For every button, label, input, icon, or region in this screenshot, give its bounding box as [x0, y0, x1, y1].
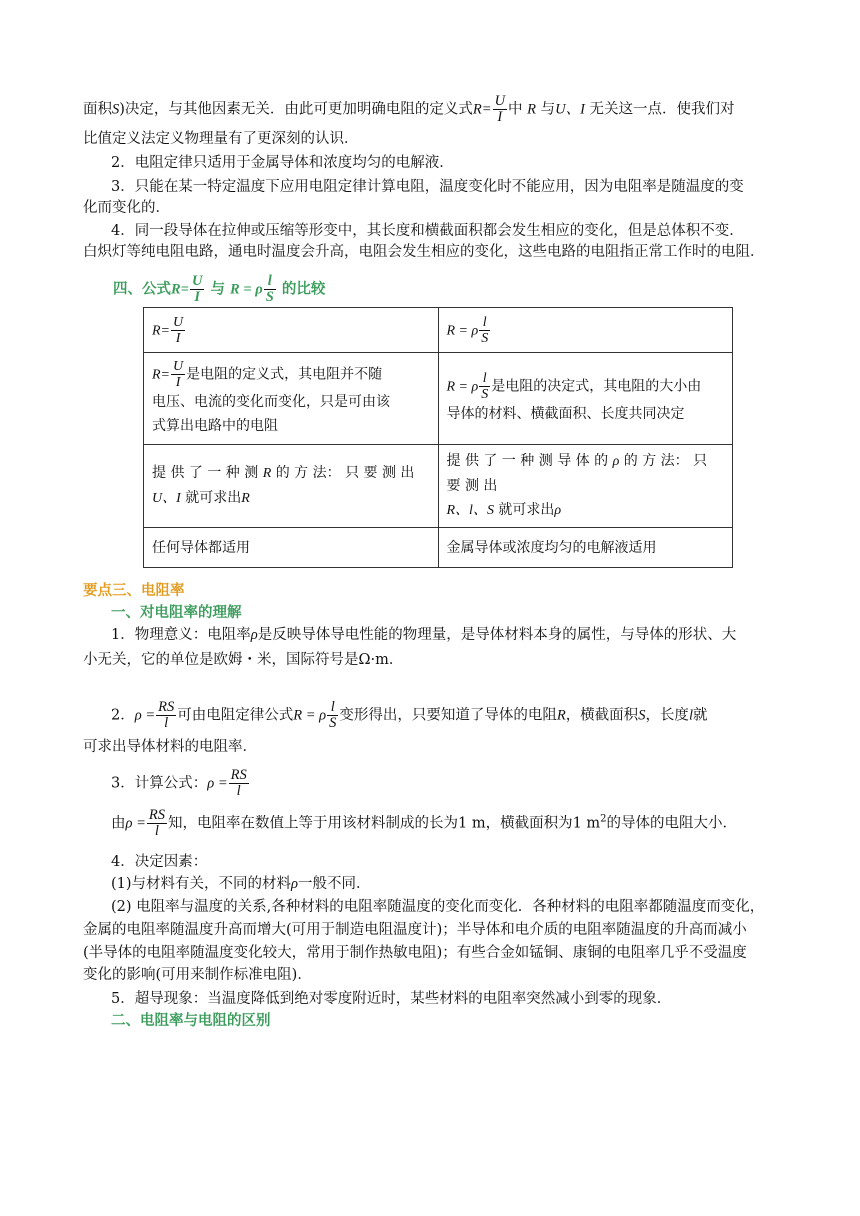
denominator: I — [175, 330, 181, 346]
item-2-formula-line — [111, 700, 707, 731]
text: 变形得出，只要知道了导体的电阻 — [339, 707, 557, 724]
formula-R: R= — [152, 367, 170, 383]
item-3-formula — [111, 768, 250, 799]
section-heading-4 — [113, 274, 325, 305]
numerator: RS — [230, 767, 247, 783]
table-row — [144, 445, 733, 528]
formula-rho: ρ = — [134, 707, 156, 724]
numerator: RS — [148, 807, 165, 823]
item-4-line-2: 白炽灯等纯电阻电路，通电时温度会升高，电阻会发生相应的变化，这些电路的电阻指正常工作时的电阻． — [83, 244, 765, 260]
text: 的 方 法： 只 要 测 出 — [275, 465, 415, 481]
text: 与 — [540, 101, 556, 118]
numerator: RS — [158, 699, 175, 715]
item-2: 2．电阻定律只适用于金属导体和浓度均匀的电解液． — [111, 155, 454, 171]
fraction-l-over-S — [479, 371, 490, 402]
formula-R-rho: R = ρ — [230, 281, 263, 298]
var-rho: ρ — [554, 503, 562, 518]
table-cell — [438, 445, 733, 528]
denominator: l — [154, 823, 159, 839]
numerator: U — [173, 359, 184, 374]
text: ，横截面积为 — [485, 815, 573, 832]
denominator: S — [481, 387, 489, 402]
text: 1．物理意义：电阻率 — [111, 627, 251, 643]
table-row — [144, 308, 733, 353]
table-cell: 金属导体或浓度均匀的电解液适用 — [438, 528, 733, 568]
text: (1)与材料有关，不同的材料 — [111, 876, 292, 892]
cell-line: 电压、电流的变化而变化，只是可由该 — [152, 394, 390, 410]
cell-line — [447, 449, 725, 498]
text: 小无关，它的单位是欧姆・米，国际符号是 — [83, 652, 359, 668]
formula-R: R= — [152, 323, 170, 338]
formula-rho: ρ = — [207, 775, 228, 792]
denominator: I — [175, 375, 181, 390]
table-row — [144, 528, 733, 568]
fraction-RS-over-l — [229, 768, 249, 799]
text: 3．计算公式： — [111, 775, 208, 792]
fraction-U-over-I — [190, 274, 204, 305]
var-rho: ρ — [291, 876, 299, 892]
item-3-line-1: 3．只能在某一特定温度下应用电阻定律计算电阻，温度变化时不能应用，因为电阻率是随温度的变 — [111, 179, 744, 195]
table-cell — [144, 445, 439, 528]
paragraph-line-2: 比值定义法定义物理量有了更深刻的认识． — [83, 131, 359, 147]
formula-R-rho: R = ρ — [293, 707, 327, 724]
fraction-U-over-I — [493, 94, 507, 125]
superscript: 2 — [600, 813, 607, 825]
text: ． — [388, 652, 404, 668]
denominator: I — [497, 109, 503, 125]
var-RlS: R、l、S — [446, 503, 494, 518]
item-4-title: 4．决定因素： — [111, 854, 208, 870]
table-row — [144, 353, 733, 445]
unit-ohm-meter: Ω·m — [358, 652, 389, 668]
fraction-RS-over-l — [156, 700, 176, 731]
denominator: I — [194, 289, 200, 305]
var-l: l — [688, 707, 693, 724]
table-cell — [144, 353, 439, 445]
var-UI: U、I — [555, 101, 585, 118]
table-cell — [438, 353, 733, 445]
item-4-sub-2-line-1: (2) 电阻率与温度的关系,各种材料的电阻率随温度的变化而变化．各种材料的电阻率都随温度而变化， — [111, 899, 765, 915]
text: 知，电阻率在数值上等于用该材料制成的长为 — [167, 815, 458, 832]
value-area: 1 m — [572, 815, 601, 832]
numerator: l — [264, 274, 276, 290]
fraction-RS-over-l — [147, 808, 167, 839]
text: )决定，与其他因素无关．由此可更加明确电阻的定义式 — [119, 101, 473, 118]
numerator: l — [327, 700, 338, 716]
denominator: S — [329, 715, 337, 731]
text: ，长度 — [645, 707, 689, 724]
text: 与 — [210, 280, 225, 298]
numerator: U — [191, 273, 203, 289]
var-R: R — [262, 466, 272, 481]
item-4-line-1: 4．同一段导体在拉伸或压缩等形变中，其长度和横截面积都会发生相应的变化，但是总体积不变． — [111, 223, 744, 239]
formula-R-rho: R = ρ — [446, 379, 479, 395]
var-rho: ρ — [250, 627, 258, 643]
sub-heading-1: 一、对电阻率的理解 — [111, 604, 242, 621]
text: 四、公式 — [113, 280, 171, 298]
denominator: S — [265, 289, 274, 305]
text: 提 供 了 一 种 测 — [152, 465, 259, 481]
value-length: 1 m — [457, 815, 486, 832]
key-point-heading: 要点三、电阻率 — [83, 582, 185, 599]
item-3-explanation — [111, 808, 737, 839]
text: 的导体的电阻大小． — [606, 815, 738, 832]
var-R: R — [527, 101, 537, 118]
var-S: S — [112, 101, 120, 118]
text: 的 方 法： 只 要 测 出 — [446, 453, 708, 494]
item-4-sub-2-line-3: (半导体的电阻率随温度变化较大，常用于制作热敏电阻)；有些合金如锰铜、康铜的电阻率几乎不受温度 — [83, 945, 747, 961]
cell-line: 导体的材料、横截面积、长度共同决定 — [446, 406, 685, 422]
formula-R-rho: R = ρ — [446, 323, 479, 338]
table-cell: 任何导体都适用 — [144, 528, 439, 568]
numerator: l — [479, 371, 490, 387]
text: 的比较 — [281, 280, 326, 298]
paragraph-line-1 — [83, 94, 735, 125]
text: 是电阻的定义式，其电阻并不随 — [186, 366, 383, 383]
item-5: 5．超导现象：当温度降低到绝对零度附近时，某些材料的电阻率突然减小到零的现象． — [111, 991, 672, 1007]
cell-line — [152, 461, 430, 486]
text: 面积 — [83, 101, 112, 118]
table-cell — [144, 308, 439, 353]
item-4-sub-2-line-4: 变化的影响(可用来制作标准电阻)． — [83, 967, 312, 983]
fraction-U-over-I — [171, 315, 185, 346]
cell-line — [447, 371, 725, 402]
table-cell — [438, 308, 733, 353]
item-2-line-2: 可求出导体材料的电阻率． — [83, 739, 257, 755]
var-R: R — [556, 707, 566, 724]
cell-line — [447, 498, 725, 523]
cell-line — [152, 359, 430, 390]
text: 一般不同． — [298, 876, 371, 892]
item-3-line-2: 化而变化的． — [83, 200, 170, 216]
text: 可由电阻定律公式 — [177, 707, 294, 724]
text: ，横截面积 — [565, 707, 639, 724]
text: 提 供 了 一 种 测 导 体 的 — [446, 453, 609, 469]
denominator: S — [481, 330, 489, 346]
cell-line — [152, 486, 430, 511]
comparison-table — [143, 307, 733, 568]
text: 无关这一点．使我们对 — [589, 101, 735, 118]
item-4-sub-1 — [111, 874, 371, 894]
text: 是反映导体导电性能的物理量，是导体材料本身的属性，与导体的形状、大 — [257, 627, 737, 643]
fraction-l-over-S — [327, 700, 338, 731]
meaning-line-1 — [111, 625, 736, 645]
numerator: l — [479, 315, 490, 331]
cell-line: 式算出电路中的电阻 — [152, 418, 278, 434]
text: 中 — [508, 101, 523, 118]
fraction-l-over-S — [479, 315, 490, 346]
text: 2． — [111, 707, 135, 724]
text: 由 — [111, 815, 126, 832]
formula-R: R= — [171, 281, 189, 298]
numerator: U — [173, 314, 184, 330]
fraction-l-over-S — [264, 274, 276, 305]
numerator: U — [494, 93, 506, 109]
var-rho: ρ — [612, 454, 620, 469]
denominator: l — [236, 783, 241, 799]
text: 就 — [692, 707, 708, 724]
fraction-U-over-I — [171, 359, 185, 390]
formula-R: R= — [472, 101, 492, 118]
text: 就可求出 — [498, 502, 555, 518]
item-4-sub-2-line-2: 金属的电阻率随温度升高而增大(可用于制造电阻温度计)；半导体和电介质的电阻率随温度的升高而减小 — [83, 922, 747, 938]
formula-rho: ρ = — [125, 815, 146, 832]
sub-heading-2: 二、电阻率与电阻的区别 — [111, 1012, 271, 1029]
denominator: l — [164, 715, 169, 731]
text: 就可求出 — [185, 490, 242, 506]
text: 是电阻的决定式，其电阻的大小由 — [491, 378, 702, 395]
meaning-line-2 — [83, 650, 403, 670]
var-S: S — [638, 707, 646, 724]
var-R: R — [241, 491, 250, 506]
var-UI: U、I — [152, 491, 181, 506]
